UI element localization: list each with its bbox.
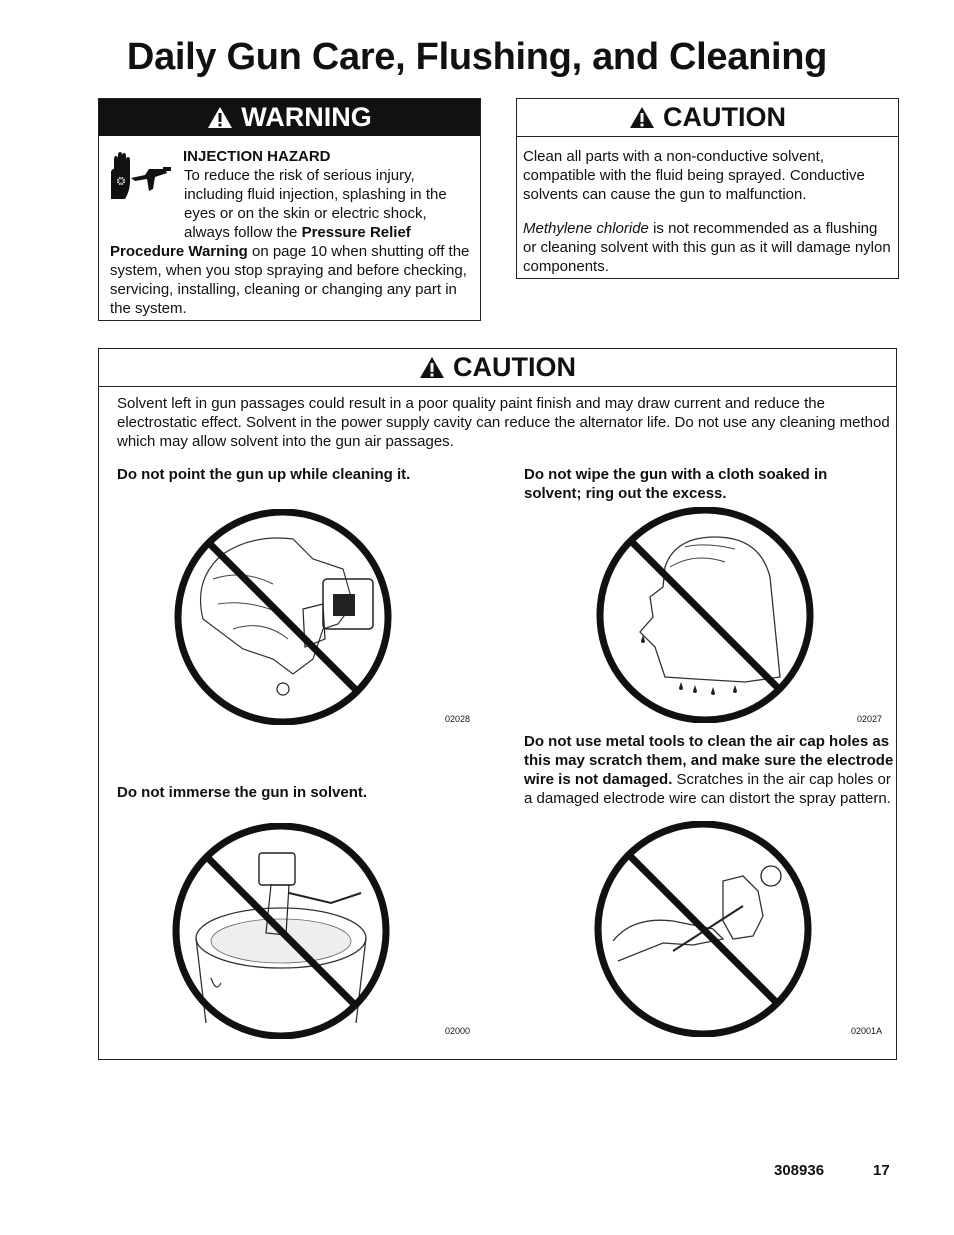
caution-main-heading: CAUTION bbox=[453, 352, 576, 382]
no-dripping-cloth-icon bbox=[595, 507, 815, 723]
no-immersion-in-bucket-icon bbox=[171, 823, 391, 1039]
page-number: 17 bbox=[873, 1162, 890, 1179]
warning-triangle-icon bbox=[207, 106, 233, 129]
figure-id-02027: 02027 bbox=[857, 714, 883, 724]
no-metal-tool-icon bbox=[593, 821, 813, 1037]
caution-top-para-1: Clean all parts with a non-conductive solvent, compatible with the fluid being sprayed. Conductive solvents can cause the gun to malfunction. bbox=[523, 148, 865, 203]
no-gun-pointed-up-icon bbox=[173, 509, 393, 725]
warning-header bbox=[99, 99, 480, 136]
caution-top-para-2: Methylene chloride is not recommended as a flushing or cleaning solvent with this gun as it will damage nylon components. bbox=[523, 220, 891, 275]
hazard-title: INJECTION HAZARD bbox=[183, 148, 331, 165]
document-number: 308936 bbox=[774, 1162, 825, 1179]
caution-main-intro: Solvent left in gun passages could result in a poor quality paint finish and may draw current and reduce the electrostatic effect. Solvent in the power supply cavity can reduce the alternator life. Do not use any cleaning method which may allow solvent into the gun air passages. bbox=[117, 395, 890, 450]
instruction-no-point-up: Do not point the gun up while cleaning it. bbox=[117, 466, 411, 483]
caution-top-heading: CAUTION bbox=[663, 102, 786, 132]
warning-triangle-icon bbox=[629, 106, 655, 129]
warning-heading: WARNING bbox=[241, 102, 372, 132]
instruction-no-immerse: Do not immerse the gun in solvent. bbox=[117, 784, 368, 801]
figure-id-02001A: 02001A bbox=[851, 1026, 883, 1036]
instruction-no-wipe-soaked-cloth: Do not wipe the gun with a cloth soaked in solvent; ring out the excess. bbox=[524, 466, 828, 502]
page-title: Daily Gun Care, Flushing, and Cleaning bbox=[126, 36, 828, 78]
caution-main-box bbox=[98, 348, 897, 1060]
pressure-relief-reference: Pressure Relief Procedure Warning bbox=[110, 224, 411, 260]
instruction-no-metal-tools: Do not use metal tools to clean the air cap holes as this may scratch them, and make sure the electrode wire is not damaged. Scratches in the air cap holes or a damaged electrode wire can distort the spray pattern. bbox=[524, 733, 894, 807]
caution-top-box bbox=[516, 98, 899, 279]
warning-text: To reduce the risk of serious injury, including fluid injection, splashing in the eyes or on the skin or electric shock, always follow the Pressure Relief Procedure Warning on page 10 when shutting off the system, when you stop spraying and before checking, servicing, installing, cleaning or changing any part in the system. bbox=[110, 167, 470, 317]
caution-main-header bbox=[99, 349, 896, 387]
figure-id-02000: 02000 bbox=[445, 1026, 471, 1036]
warning-box bbox=[98, 98, 481, 321]
warning-triangle-icon bbox=[419, 356, 445, 379]
caution-top-header bbox=[517, 99, 898, 137]
figure-id-02028: 02028 bbox=[445, 714, 471, 724]
